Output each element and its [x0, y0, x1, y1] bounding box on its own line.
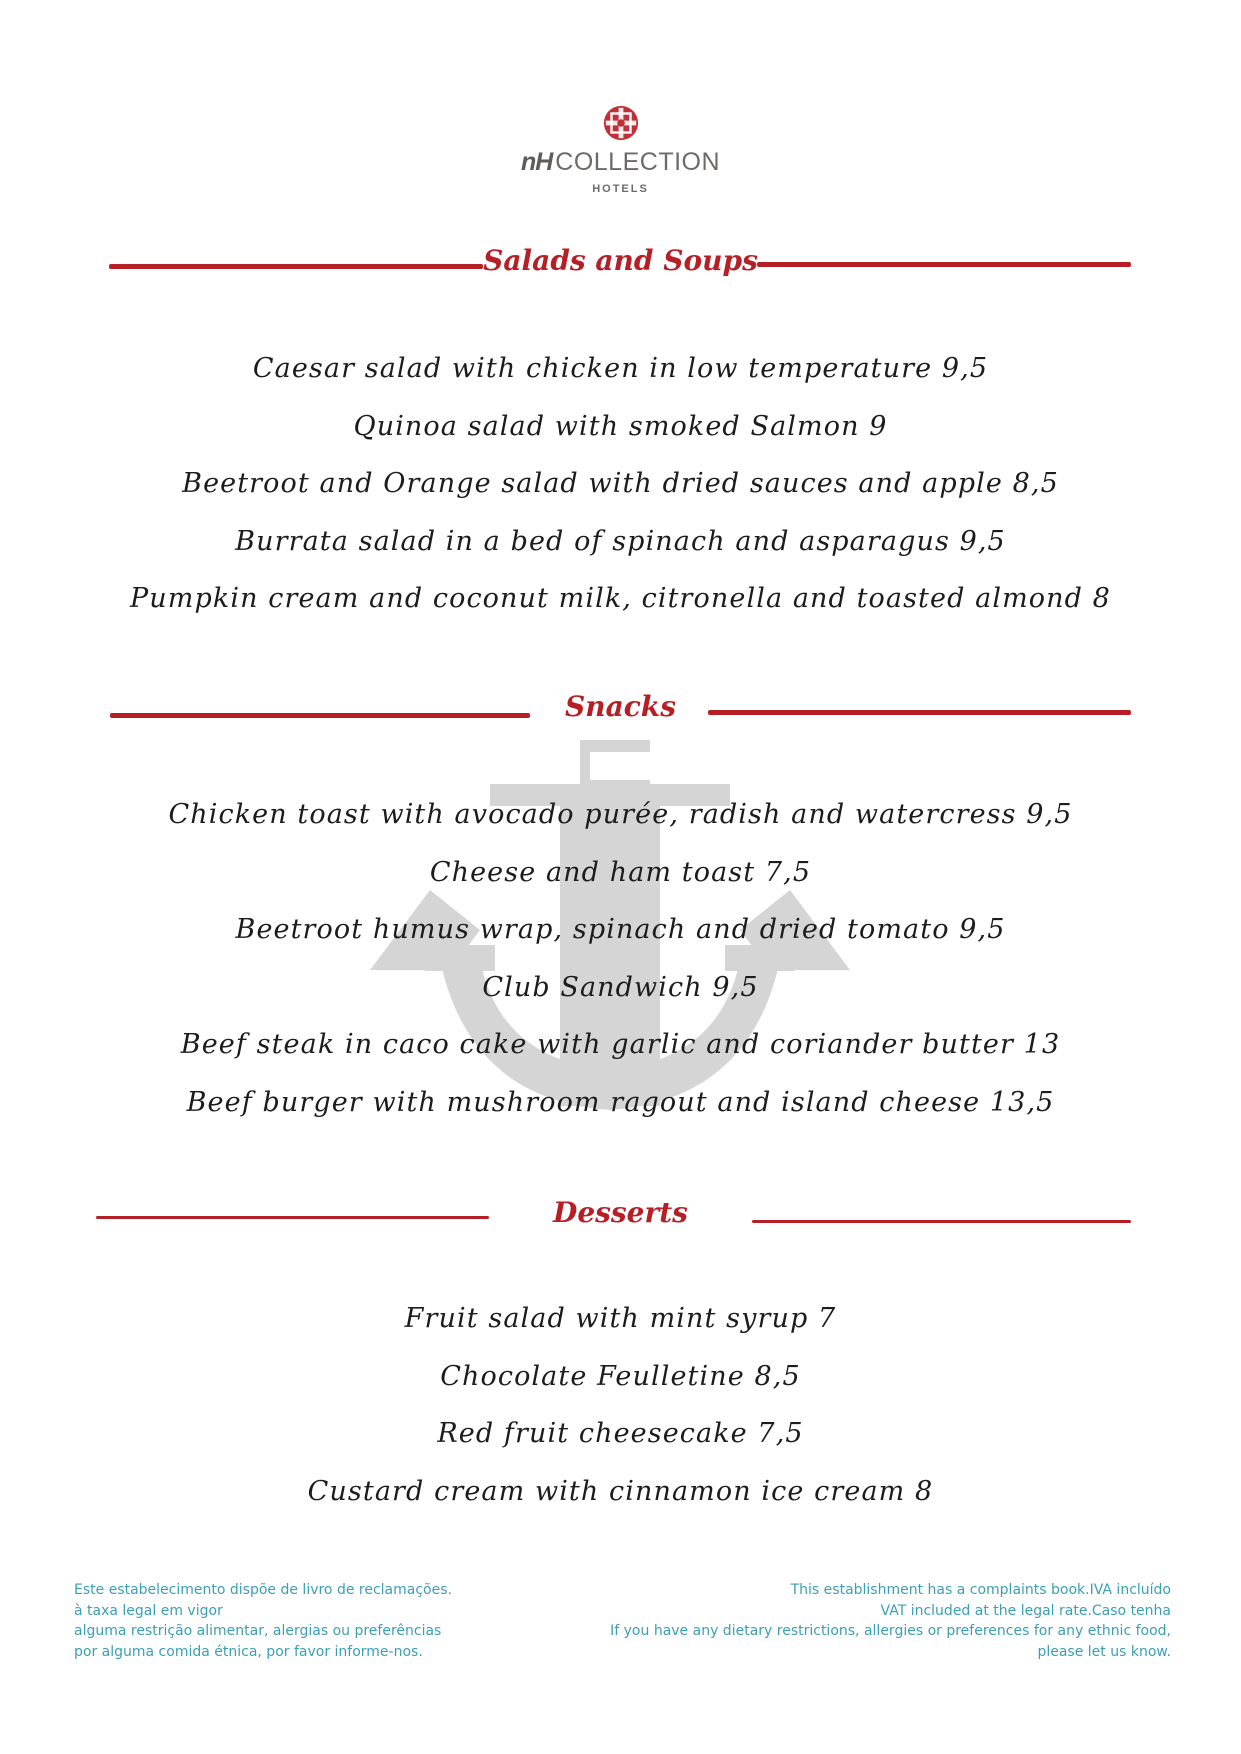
menu-item: Custard cream with cinnamon ice cream 8 — [307, 1475, 934, 1507]
brand-logo — [0, 104, 1241, 195]
menu-item: Caesar salad with chicken in low temperature 9,5 — [252, 353, 989, 384]
section-heading-snacks — [0, 690, 1241, 740]
footer-line: This establishment has a complaints book.IVA incluído — [790, 1582, 1171, 1598]
brand-wordmark: nH COLLECTION — [520, 148, 721, 176]
menu-item: Beef steak in caco cake with garlic and coriander butter 13 — [180, 1029, 1061, 1060]
section-title: Desserts — [553, 1196, 688, 1229]
section-heading-desserts — [0, 1196, 1241, 1246]
menu-item: Quinoa salad with smoked Salmon 9 — [353, 410, 888, 442]
menu-item: Fruit salad with mint syrup 7 — [404, 1303, 837, 1334]
menu-item: Beetroot humus wrap, spinach and dried tomato 9,5 — [235, 914, 1006, 945]
footer-notice-pt — [74, 1580, 452, 1662]
footer-line: Este estabelecimento dispõe de livro de reclamações. — [74, 1582, 452, 1598]
nh-logo-icon — [602, 104, 640, 142]
footer-line: If you have any dietary restrictions, allergies or preferences for any ethnic food, — [610, 1623, 1171, 1639]
section-title: Snacks — [565, 690, 676, 723]
footer-line: please let us know. — [1037, 1643, 1171, 1660]
section-heading-salads-soups — [0, 244, 1241, 294]
brand-subline: HOTELS — [592, 183, 649, 195]
menu-list-salads-soups — [0, 340, 1241, 628]
footer-notice-en — [610, 1580, 1171, 1662]
menu-item: Beetroot and Orange salad with dried sauces and apple 8,5 — [182, 468, 1059, 499]
footer-line: VAT included at the legal rate.Caso tenha — [880, 1602, 1171, 1619]
menu-item: Chocolate Feulletine 8,5 — [440, 1360, 801, 1392]
menu-list-desserts — [0, 1290, 1241, 1520]
footer-line: por alguma comida étnica, por favor informe-nos. — [74, 1643, 423, 1660]
menu-item: Club Sandwich 9,5 — [482, 971, 759, 1003]
menu-item: Pumpkin cream and coconut milk, citronella and toasted almond 8 — [130, 583, 1111, 614]
menu-item: Cheese and ham toast 7,5 — [429, 856, 812, 888]
section-title: Salads and Soups — [483, 244, 758, 277]
menu-item: Red fruit cheesecake 7,5 — [437, 1418, 804, 1449]
menu-item: Beef burger with mushroom ragout and island cheese 13,5 — [186, 1086, 1055, 1118]
menu-item: Chicken toast with avocado purée, radish and watercress 9,5 — [168, 799, 1073, 830]
menu-item: Burrata salad in a bed of spinach and asparagus 9,5 — [235, 525, 1006, 557]
footer-line: alguma restrição alimentar, alergias ou preferências — [74, 1623, 442, 1639]
footer-line: à taxa legal em vigor — [74, 1602, 223, 1619]
menu-list-snacks — [0, 786, 1241, 1131]
